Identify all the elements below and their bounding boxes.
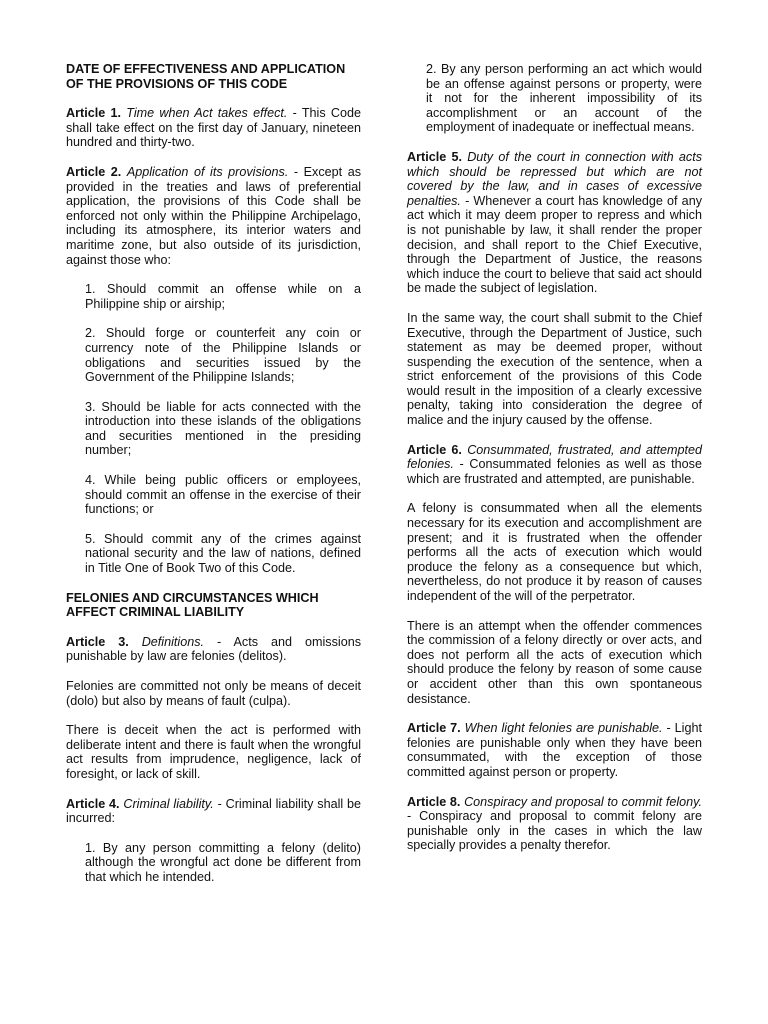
- article-title: Application of its provisions.: [126, 164, 289, 179]
- article-text: - Except as provided in the treaties and laws of preferential application, the provisions of this Code shall be enforced not only within the Philippine Archipelago, including its atmosphere, its interior waters and maritime zone, but also outside of its jurisdiction, against those who:: [66, 164, 361, 267]
- list-item: 2. Should forge or counterfeit any coin or currency note of the Philippine Islands or obligations and securities issued by the Government of the Philippine Islands;: [85, 326, 361, 385]
- article-text: - Consummated felonies as well as those which are frustrated and attempted, are punishable.: [407, 457, 702, 486]
- list-item: 1. By any person committing a felony (delito) although the wrongful act done be different from that which he intended.: [85, 840, 361, 884]
- article-6: [407, 443, 702, 487]
- article-label: Article 3.: [66, 634, 129, 649]
- article-1: [66, 106, 361, 150]
- left-column: [66, 62, 361, 885]
- article-title: Conspiracy and proposal to commit felony.: [464, 794, 703, 809]
- article-text: - Criminal liability shall be incurred:: [66, 796, 362, 826]
- article-label: Article 7.: [407, 721, 461, 736]
- article-label: Article 2.: [66, 164, 122, 179]
- article-3: [66, 635, 361, 664]
- list-item: 5. Should commit any of the crimes against national security and the law of nations, defined in Title One of Book Two of this Code.: [85, 531, 361, 576]
- article-text: - Light felonies are punishable only when they have been consummated, with the exception of those committed against person or property.: [407, 721, 702, 779]
- list-item: 3. Should be liable for acts connected with the introduction into these islands of the obligations and securities mentioned in the presiding number;: [85, 399, 361, 458]
- article-title: When light felonies are punishable.: [464, 721, 663, 736]
- section-heading-felonies: FELONIES AND CIRCUMSTANCES WHICH AFFECT CRIMINAL LIABILITY: [66, 590, 319, 620]
- article-text: - Whenever a court has knowledge of any act which it may deem proper to repress and which is not punishable by law, it shall render the proper decision, and shall report to the Chief Executive, through the Department of Justice, the reasons which induce the court to believe that said act should be made the subject of legislation.: [407, 193, 702, 296]
- article-7: [407, 721, 702, 779]
- article-label: Article 1.: [66, 106, 121, 121]
- article-title: Duty of the court in connection with acts which should be repressed but which are not covered by the law, and in cases of excessive penalties.: [407, 149, 703, 208]
- article-text: - Acts and omissions punishable by law are felonies (delitos).: [66, 634, 361, 664]
- section-heading-effectiveness: DATE OF EFFECTIVENESS AND APPLICATION OF THE PROVISIONS OF THIS CODE: [66, 62, 346, 91]
- article-text: - Conspiracy and proposal to commit felony are punishable only in the cases in which the law specially provides a penalty therefor.: [407, 809, 702, 853]
- article-title: Definitions.: [141, 634, 205, 649]
- list-item: 1. Should commit an offense while on a Philippine ship or airship;: [85, 282, 361, 311]
- paragraph-felonies: Felonies are committed not only be means of deceit (dolo) but also by means of fault (culpa).: [66, 679, 361, 708]
- article-5: [407, 150, 702, 296]
- article-label: Article 5.: [407, 149, 462, 164]
- article-title: Criminal liability.: [123, 796, 214, 811]
- paragraph-deceit: There is deceit when the act is performed with deliberate intent and there is fault when the wrongful act results from imprudence, negligence, lack of foresight, or lack of skill.: [66, 723, 361, 781]
- article-2: [66, 165, 361, 267]
- article-label: Article 4.: [66, 796, 120, 811]
- paragraph-attempt: There is an attempt when the offender commences the commission of a felony directly or over acts, and does not perform all the acts of execution which should produce the felony by reason of some cause or accident other than this own spontaneous desistance.: [407, 618, 702, 706]
- right-column: [407, 62, 702, 853]
- article-4: [66, 797, 361, 826]
- article-8: [407, 795, 702, 853]
- article-text: - This Code shall take effect on the first day of January, nineteen hundred and thirty-two.: [66, 106, 362, 150]
- article-title: Consummated, frustrated, and attempted felonies.: [407, 442, 703, 472]
- article-label: Article 6.: [407, 442, 462, 457]
- article-label: Article 8.: [407, 794, 461, 809]
- list-item: 2. By any person performing an act which would be an offense against persons or property, were it not for the inherent impossibility of its accomplishment or an account of the employment of inadequate or ineffectual means.: [426, 62, 702, 135]
- list-item: 4. While being public officers or employees, should commit an offense in the exercise of their functions; or: [85, 473, 361, 517]
- article-title: Time when Act takes effect.: [126, 106, 288, 121]
- paragraph-same-way: In the same way, the court shall submit to the Chief Executive, through the Department of Justice, such statement as may be deemed proper, without suspending the execution of the sentence, when a strict enforcement of the provisions of this Code would result in the imposition of a clearly excessive penalty, taking into consideration the degree of malice and the injury caused by the offense.: [407, 310, 702, 428]
- paragraph-consummated: A felony is consummated when all the elements necessary for its execution and accomplishment are present; and it is frustrated when the offender performs all the acts of execution which would produce the felony as a consequence but which, nevertheless, do not produce it by reason of causes independent of the will of the perpetrator.: [407, 501, 702, 603]
